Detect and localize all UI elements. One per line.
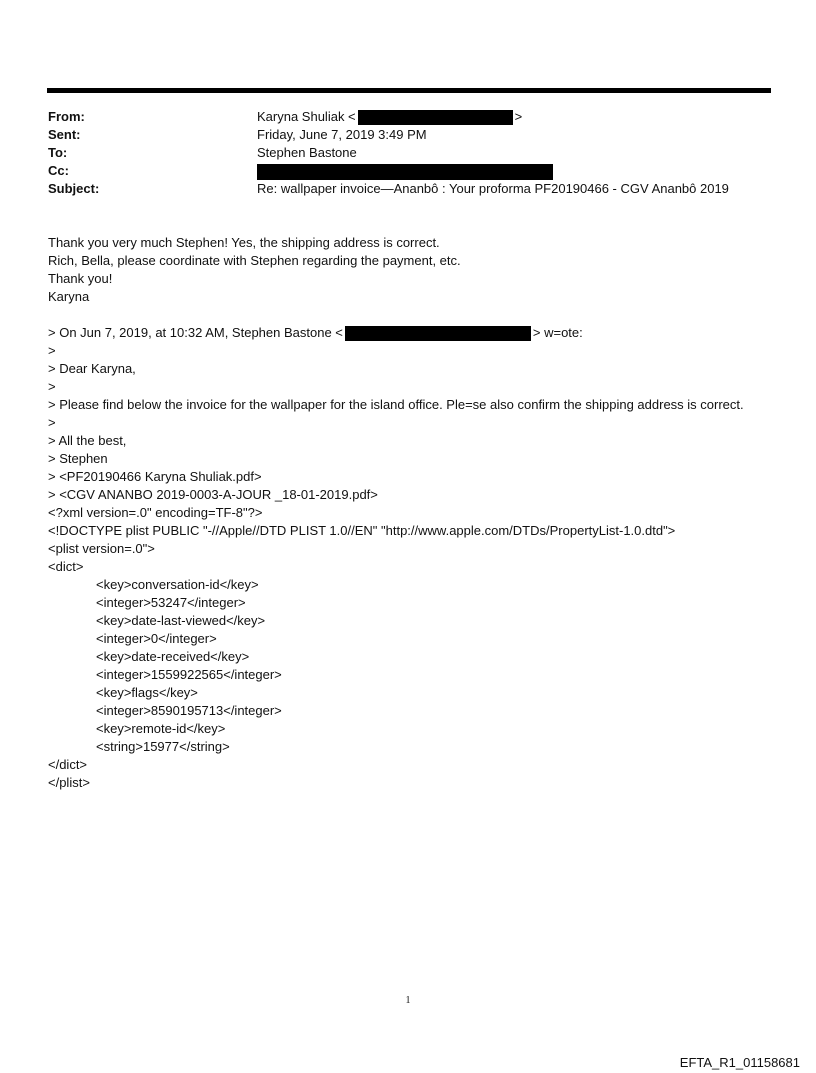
quoted-line: > Dear Karyna, [48, 361, 136, 376]
plist-entry: <key>date-received</key> [96, 649, 250, 664]
cc-label: Cc: [48, 163, 69, 178]
cc-row [48, 162, 778, 180]
from-row [48, 108, 778, 126]
attachment-line: > <CGV ANANBO 2019-0003-A-JOUR _18-01-2019.pdf> [48, 487, 378, 502]
from-value [257, 108, 522, 126]
quoted-line: > Stephen [48, 451, 108, 466]
plist-xml-decl: <?xml version=.0" encoding=TF-8"?> [48, 505, 263, 520]
quoted-line: > [48, 343, 56, 358]
plist-entry: <integer>53247</integer> [96, 595, 246, 610]
plist-doctype: <!DOCTYPE plist PUBLIC "-//Apple//DTD PLIST 1.0//EN" "http://www.apple.com/DTDs/PropertyList-1.0.dtd"> [48, 523, 676, 538]
page-number: 1 [405, 995, 411, 1006]
subject-row [48, 180, 778, 198]
quoted-line: > All the best, [48, 433, 127, 448]
plist-entry: <key>conversation-id</key> [96, 577, 259, 592]
from-label: From: [48, 109, 85, 124]
sent-row [48, 126, 778, 144]
email-header [48, 108, 778, 198]
plist-close: </plist> [48, 775, 90, 790]
sent-value: Friday, June 7, 2019 3:49 PM [257, 127, 427, 142]
reply-line: Thank you very much Stephen! Yes, the shipping address is correct. [48, 235, 440, 250]
plist-entry: <key>remote-id</key> [96, 721, 226, 736]
plist-entry: <integer>8590195713</integer> [96, 703, 282, 718]
reply-line: Thank you! [48, 271, 113, 286]
sent-label: Sent: [48, 127, 81, 142]
plist-entry: <integer>0</integer> [96, 631, 217, 646]
redaction-box [358, 110, 513, 125]
dict-open: <dict> [48, 559, 84, 574]
email-body [48, 234, 778, 792]
to-value: Stephen Bastone [257, 145, 357, 160]
spacer [48, 306, 778, 324]
to-label: To: [48, 145, 68, 160]
plist-entry: <string>15977</string> [96, 739, 230, 754]
subject-value: Re: wallpaper invoice—Ananbô : Your proforma PF20190466 - CGV Ananbô 2019 [257, 181, 729, 196]
plist-entry: <integer>1559922565</integer> [96, 667, 282, 682]
attachment-line: > <PF20190466 Karyna Shuliak.pdf> [48, 469, 262, 484]
quoted-intro [48, 324, 778, 342]
plist-open: <plist version=.0"> [48, 541, 155, 556]
document-id: EFTA_R1_01158681 [679, 1055, 800, 1070]
to-row [48, 144, 778, 162]
plist-entry: <key>flags</key> [96, 685, 198, 700]
redaction-box [345, 326, 531, 341]
header-rule [47, 88, 771, 93]
quoted-line: > Please find below the invoice for the wallpaper for the island office. Ple=se also confirm the shipping address is correct. [48, 397, 744, 412]
reply-line: Rich, Bella, please coordinate with Stephen regarding the payment, etc. [48, 253, 461, 268]
reply-signature: Karyna [48, 289, 90, 304]
cc-value [257, 162, 553, 180]
from-name: Karyna Shuliak < [257, 109, 356, 124]
from-close: > [514, 109, 523, 124]
subject-label: Subject: [48, 181, 100, 196]
quoted-line: > [48, 379, 56, 394]
quoted-intro-end: > w=ote: [532, 325, 583, 340]
quoted-intro-start: > On Jun 7, 2019, at 10:32 AM, Stephen Bastone < [48, 325, 343, 340]
dict-close: </dict> [48, 757, 88, 772]
redaction-box [257, 164, 553, 180]
quoted-line: > [48, 415, 56, 430]
plist-entry: <key>date-last-viewed</key> [96, 613, 266, 628]
